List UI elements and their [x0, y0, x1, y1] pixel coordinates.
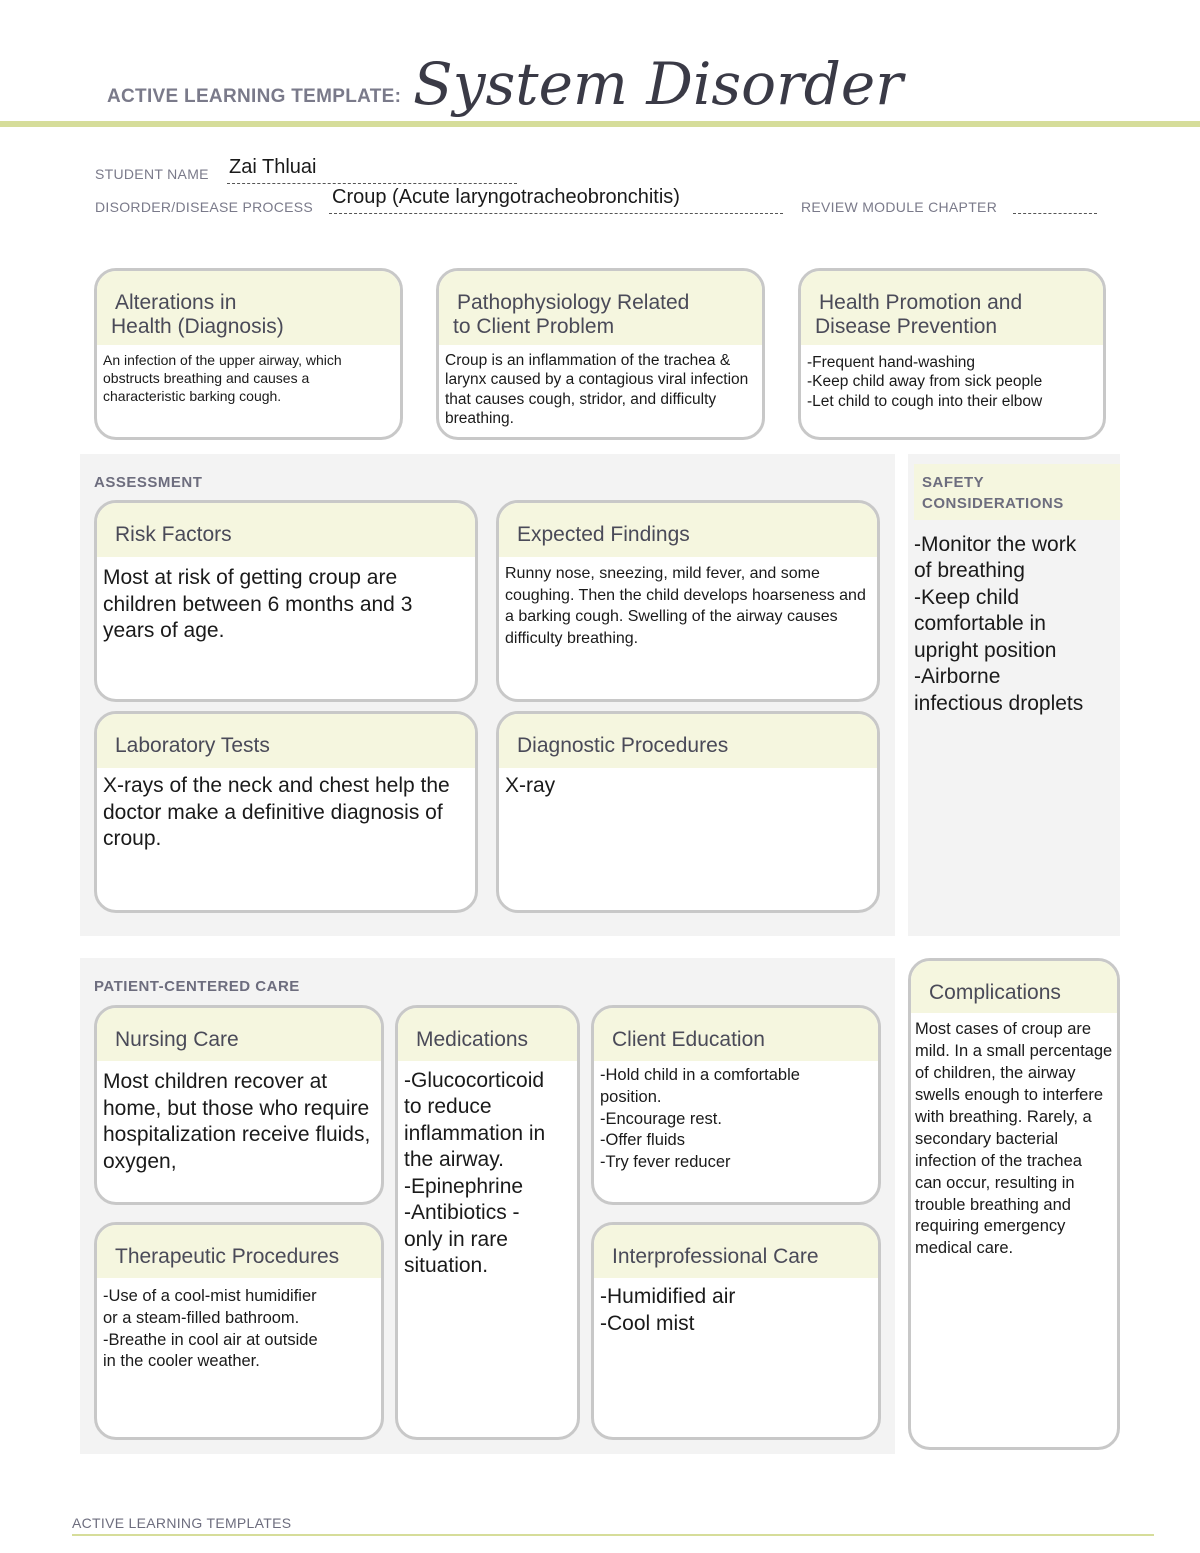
safety-line: -Monitor the work — [914, 533, 1077, 556]
alterations-in-health-card — [94, 268, 403, 440]
client-education-card — [591, 1005, 881, 1205]
medications-card — [395, 1005, 580, 1440]
alterations-title-line2: Health (Diagnosis) — [111, 315, 284, 339]
diagnostic-procedures-title: Diagnostic Procedures — [499, 714, 877, 768]
safety-title — [914, 464, 1120, 520]
footer-divider — [72, 1534, 1154, 1536]
template-label: ACTIVE LEARNING TEMPLATE: — [107, 86, 402, 107]
nursing-care-title: Nursing Care — [97, 1008, 381, 1061]
student-name-label: STUDENT NAME — [95, 166, 209, 182]
client-education-line: -Offer fluids — [600, 1131, 685, 1150]
footer-label: ACTIVE LEARNING TEMPLATES — [72, 1515, 292, 1531]
medication-line: -Glucocorticoid — [404, 1069, 545, 1092]
expected-findings-title: Expected Findings — [499, 503, 877, 557]
medication-line: to reduce — [404, 1095, 492, 1119]
expected-findings-text[interactable]: Runny nose, sneezing, mild fever, and some coughing. Then the child develops hoarseness and a barking cough. Swelling of the airway causes difficulty breathing. — [505, 565, 866, 647]
safety-line: -Keep child — [914, 585, 1020, 609]
safety-line: infectious droplets — [914, 691, 1084, 715]
client-education-line: -Encourage rest. — [600, 1109, 722, 1128]
safety-list[interactable] — [914, 532, 1114, 717]
student-name-value[interactable]: Zai Thluai — [229, 156, 317, 178]
medications-list[interactable] — [398, 1061, 577, 1280]
safety-line: comfortable in — [914, 612, 1046, 636]
safety-line: of breathing — [914, 559, 1025, 583]
therapeutic-line: in the cooler weather. — [103, 1352, 260, 1371]
review-module-underline[interactable] — [1013, 213, 1097, 214]
nursing-care-text[interactable]: Most children recover at home, but those who require hospitalization receive fluids, oxygen, — [103, 1070, 371, 1173]
complications-text[interactable]: Most cases of croup are mild. In a small percentage of children, the airway swells enough to interfere with breathing. Rarely, a secondary bacterial infection of the trachea can occur, resulting in trouble breathing and requiring emergency medical care. — [915, 1020, 1113, 1258]
risk-factors-card — [94, 500, 478, 702]
alterations-text[interactable]: An infection of the upper airway, which obstructs breathing and causes a characteristic barking cough. — [103, 352, 342, 405]
disorder-value[interactable]: Croup (Acute laryngotracheobronchitis) — [332, 186, 680, 208]
risk-factors-title: Risk Factors — [97, 503, 475, 557]
client-education-line: position. — [600, 1087, 662, 1106]
therapeutic-procedures-title: Therapeutic Procedures — [97, 1225, 381, 1278]
medication-line: -Epinephrine — [404, 1174, 524, 1198]
alterations-title-line1: Alterations in — [115, 291, 237, 314]
health-promotion-title-line2: Disease Prevention — [815, 315, 998, 339]
safety-line: upright position — [914, 638, 1057, 662]
interprofessional-care-list[interactable] — [594, 1278, 878, 1337]
laboratory-tests-card — [94, 711, 478, 913]
complications-card — [908, 958, 1120, 1450]
pathophysiology-title-line1: Pathophysiology Related — [457, 291, 690, 314]
diagnostic-procedures-card — [496, 711, 880, 913]
student-name-underline — [227, 183, 517, 184]
medication-line: the airway. — [404, 1148, 504, 1172]
therapeutic-procedures-list[interactable] — [97, 1278, 381, 1373]
pathophysiology-text[interactable]: Croup is an inflammation of the trachea & larynx caused by a contagious viral infection that causes cough, stridor, and difficulty breathing. — [445, 352, 749, 428]
health-promotion-item: -Frequent hand-washing — [807, 354, 976, 371]
medication-line: inflammation in — [404, 1121, 546, 1145]
assessment-label: ASSESSMENT — [94, 474, 203, 491]
safety-line: -Airborne — [914, 665, 1001, 689]
medication-line: only in rare — [404, 1227, 508, 1251]
interprofessional-care-title: Interprofessional Care — [594, 1225, 878, 1278]
disorder-label: DISORDER/DISEASE PROCESS — [95, 199, 314, 215]
interprofessional-line: -Cool mist — [600, 1311, 695, 1335]
pathophysiology-title-line2: to Client Problem — [453, 315, 615, 339]
therapeutic-line: or a steam-filled bathroom. — [103, 1308, 300, 1327]
health-promotion-item: -Keep child away from sick people — [807, 373, 1043, 391]
risk-factors-text[interactable]: Most at risk of getting croup are children between 6 months and 3 years of age. — [103, 566, 413, 643]
laboratory-tests-title: Laboratory Tests — [97, 714, 475, 768]
page-title: System Disorder — [413, 50, 903, 118]
patient-care-label: PATIENT-CENTERED CARE — [94, 978, 300, 995]
therapeutic-line: -Breathe in cool air at outside — [103, 1330, 318, 1349]
health-promotion-list[interactable] — [801, 345, 1103, 411]
expected-findings-card — [496, 500, 880, 702]
therapeutic-line: -Use of a cool-mist humidifier — [103, 1287, 317, 1305]
client-education-list[interactable] — [594, 1061, 878, 1174]
review-module-label: REVIEW MODULE CHAPTER — [801, 199, 998, 215]
client-education-line: -Hold child in a comfortable — [600, 1066, 800, 1084]
header-divider — [0, 121, 1200, 127]
diagnostic-procedures-text[interactable]: X-ray — [505, 774, 556, 797]
medication-line: -Antibiotics - — [404, 1201, 520, 1225]
interprofessional-care-card — [591, 1222, 881, 1440]
medications-title: Medications — [398, 1008, 577, 1061]
interprofessional-line: -Humidified air — [600, 1285, 736, 1308]
health-promotion-item: -Let child to cough into their elbow — [807, 392, 1043, 410]
disorder-underline — [329, 213, 783, 214]
health-promotion-card — [798, 268, 1106, 440]
nursing-care-card — [94, 1005, 384, 1205]
pathophysiology-card — [436, 268, 765, 440]
laboratory-tests-text[interactable]: X-rays of the neck and chest help the doctor make a definitive diagnosis of croup. — [103, 774, 450, 851]
complications-title: Complications — [911, 961, 1117, 1013]
client-education-title: Client Education — [594, 1008, 878, 1061]
client-education-line: -Try fever reducer — [600, 1153, 731, 1172]
safety-title-line2: CONSIDERATIONS — [922, 495, 1064, 512]
therapeutic-procedures-card — [94, 1222, 384, 1440]
safety-title-line1: SAFETY — [922, 474, 985, 491]
medication-line: situation. — [404, 1254, 489, 1278]
health-promotion-title-line1: Health Promotion and — [819, 291, 1023, 314]
